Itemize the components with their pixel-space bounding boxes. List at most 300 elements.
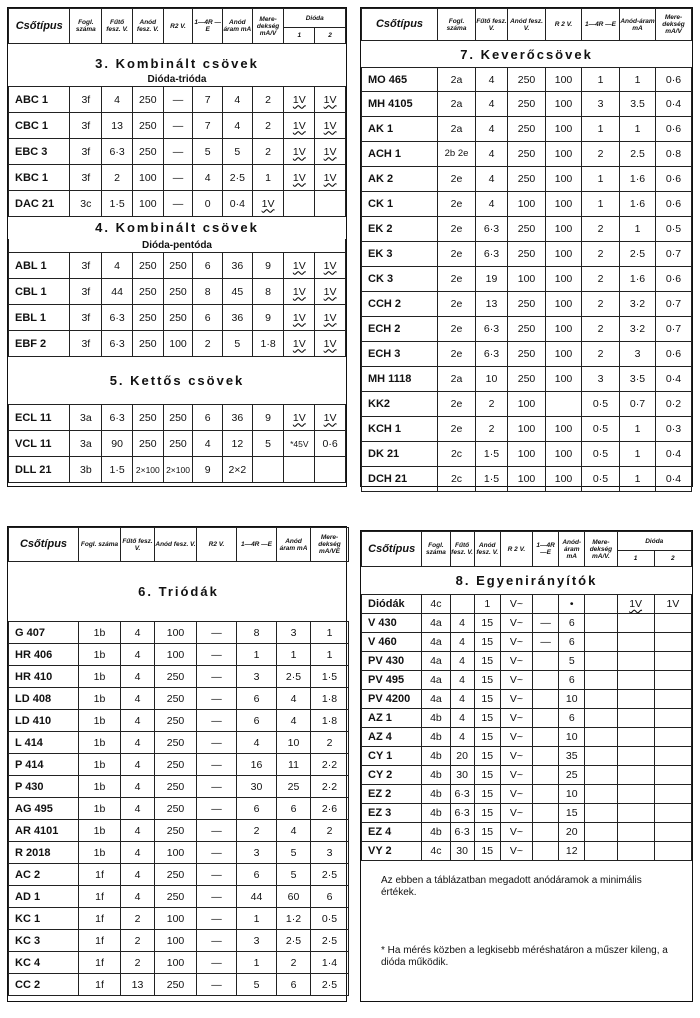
table-cell: 250 (508, 142, 546, 167)
table-cell (585, 709, 617, 728)
table-cell: 0·4 (656, 442, 692, 467)
table-row (362, 842, 692, 861)
table-cell: 15 (559, 804, 585, 823)
header-anode-current: Anód-áram mA (559, 532, 585, 567)
table-cell: 6 (237, 864, 277, 886)
table-cell: 20 (559, 823, 585, 842)
table-cell (654, 633, 691, 652)
table-cell: 6 (237, 688, 277, 710)
table-row (362, 690, 692, 709)
table-cell: 0·6 (656, 192, 692, 217)
table-row (362, 823, 692, 842)
table-cell: 0 (193, 191, 223, 217)
table-row (362, 467, 692, 492)
table-cell: — (197, 886, 237, 908)
table-cell: 1 (582, 192, 620, 217)
table-cell: 100 (508, 417, 546, 442)
table-cell: 2e (438, 392, 476, 417)
table-cell (585, 614, 617, 633)
tube-name-cell: ACH 1 (362, 142, 438, 167)
tube-name-cell: ECH 3 (362, 342, 438, 367)
table-cell: 3f (70, 279, 102, 305)
table-cell: 1V (284, 87, 315, 113)
table-cell: 5 (193, 139, 223, 165)
table-cell (617, 709, 654, 728)
table-cell: 4a (422, 614, 450, 633)
tube-name-cell: KBC 1 (9, 165, 70, 191)
table-cell: 1V (315, 113, 346, 139)
table-cell: 1 (237, 952, 277, 974)
table-cell: 1V (315, 139, 346, 165)
table-row (9, 279, 346, 305)
table-cell (533, 823, 559, 842)
table-cell: 1 (252, 165, 284, 191)
tube-name-cell: CBL 1 (9, 279, 70, 305)
table-cell: 6 (559, 709, 585, 728)
table-cell: 0·6 (656, 342, 692, 367)
table-cell: 2·5 (311, 930, 349, 952)
table-cell: 15 (474, 652, 500, 671)
table-cell: 4 (476, 117, 508, 142)
table-cell: 3 (582, 367, 620, 392)
table-cell: 1b (79, 622, 121, 644)
table-cell: 9 (193, 457, 223, 483)
table-cell: 1·6 (620, 192, 656, 217)
table-cell: 4 (121, 776, 155, 798)
table-cell: 250 (155, 776, 197, 798)
tube-name-cell: CY 2 (362, 766, 422, 785)
table-cell: 2 (311, 732, 349, 754)
table-cell: 250 (132, 331, 163, 357)
table-cell: 250 (132, 405, 163, 431)
table-row (9, 732, 349, 754)
kombinalt-table (8, 8, 346, 483)
table-cell: 1V (284, 253, 315, 279)
table-cell: 2 (582, 217, 620, 242)
table-cell: 100 (546, 367, 582, 392)
header-dioda: Dióda (617, 532, 692, 551)
table-cell: 5 (252, 431, 284, 457)
tube-name-cell: LD 408 (9, 688, 79, 710)
table-cell: 250 (163, 431, 193, 457)
header-socket: Fogl. száma (70, 9, 102, 44)
table-row (9, 710, 349, 732)
table-row (362, 117, 692, 142)
table-cell: 250 (132, 113, 163, 139)
table-cell: 250 (508, 242, 546, 267)
table-cell: 13 (121, 974, 155, 996)
table-cell: 1b (79, 732, 121, 754)
tube-name-cell: CC 2 (9, 974, 79, 996)
table-cell: 4 (450, 709, 474, 728)
table-cell: 2 (582, 142, 620, 167)
table-cell: • (559, 595, 585, 614)
table-cell: 10 (559, 690, 585, 709)
table-cell: 11 (277, 754, 311, 776)
table-cell: 250 (155, 864, 197, 886)
table-cell: 100 (508, 392, 546, 417)
table-cell: 0·6 (656, 68, 692, 92)
table-cell: 2a (438, 68, 476, 92)
table-cell: 250 (508, 367, 546, 392)
table-cell: 15 (474, 671, 500, 690)
tube-name-cell: G 407 (9, 622, 79, 644)
table-cell: 1V (284, 165, 315, 191)
table-cell: 2·5 (620, 242, 656, 267)
table-cell (546, 392, 582, 417)
tube-name-cell: ABL 1 (9, 253, 70, 279)
table-cell (533, 709, 559, 728)
table-row (362, 442, 692, 467)
table-row (9, 776, 349, 798)
table-cell: 4a (422, 690, 450, 709)
table-cell: 19 (476, 267, 508, 292)
table-cell: 250 (508, 342, 546, 367)
table-cell (533, 747, 559, 766)
table-cell (585, 690, 617, 709)
table-row (9, 457, 346, 483)
table-cell: 2a (438, 92, 476, 117)
table-cell: 0·2 (656, 392, 692, 417)
table-row (9, 622, 349, 644)
table-cell: 3a (70, 405, 102, 431)
section-title: 5. Kettős csövek (9, 357, 346, 405)
table-cell: 0·7 (656, 242, 692, 267)
table-cell: 100 (546, 267, 582, 292)
header-grid: 1—4R —E (533, 532, 559, 567)
table-cell: 4 (121, 732, 155, 754)
table-cell (617, 766, 654, 785)
table-cell (617, 614, 654, 633)
table-cell: 60 (277, 886, 311, 908)
table-cell: 1f (79, 886, 121, 908)
table-cell (585, 633, 617, 652)
table-cell: 0·7 (656, 317, 692, 342)
table-cell: 2 (121, 908, 155, 930)
table-cell: 7 (193, 87, 223, 113)
tube-name-cell: DAC 21 (9, 191, 70, 217)
header-dioda-2: 2 (315, 28, 346, 44)
table-cell (585, 842, 617, 861)
table-panel-kombinalt (7, 7, 347, 487)
table-cell (585, 766, 617, 785)
table-cell: 2 (252, 113, 284, 139)
table-cell: — (197, 798, 237, 820)
table-cell (585, 652, 617, 671)
table-cell: 250 (163, 279, 193, 305)
table-cell: 1b (79, 820, 121, 842)
table-cell: 2e (438, 292, 476, 317)
table-cell: 2e (438, 342, 476, 367)
table-cell (617, 633, 654, 652)
table-cell: 1 (237, 908, 277, 930)
table-cell: 0·6 (315, 431, 346, 457)
header-heater: Fűtő fesz. V. (121, 528, 155, 562)
table-cell: 250 (508, 117, 546, 142)
table-cell: 1V (284, 331, 315, 357)
table-cell: 3c (70, 191, 102, 217)
table-cell: 4 (476, 142, 508, 167)
table-row (362, 709, 692, 728)
table-cell: — (163, 191, 193, 217)
table-cell (533, 728, 559, 747)
table-cell: V~ (500, 671, 532, 690)
egyeniranyitok-table (361, 531, 692, 861)
table-cell: 1 (582, 167, 620, 192)
table-cell: 1 (277, 644, 311, 666)
table-cell (654, 823, 691, 842)
table-cell: 5 (277, 864, 311, 886)
table-cell: 0·3 (656, 417, 692, 442)
table-cell: 4a (422, 652, 450, 671)
table-row (362, 785, 692, 804)
tube-name-cell: KCH 1 (362, 417, 438, 442)
table-cell: 1V (315, 253, 346, 279)
table-cell: 3 (582, 92, 620, 117)
table-cell: 100 (546, 467, 582, 492)
table-cell: 4a (422, 671, 450, 690)
tube-name-cell: AC 2 (9, 864, 79, 886)
table-cell: 6·3 (102, 331, 133, 357)
table-row (9, 864, 349, 886)
tube-name-cell: PV 495 (362, 671, 422, 690)
table-cell: 100 (155, 622, 197, 644)
table-cell: 3·2 (620, 317, 656, 342)
table-cell: 1V (284, 279, 315, 305)
table-row (9, 165, 346, 191)
table-cell: 5 (223, 139, 253, 165)
table-cell: 7 (193, 113, 223, 139)
table-cell: 100 (132, 165, 163, 191)
table-cell: 15 (474, 785, 500, 804)
header-r2: R2 V. (163, 9, 193, 44)
table-cell: 10 (559, 728, 585, 747)
triodak-table (8, 527, 349, 996)
tube-name-cell: CCH 2 (362, 292, 438, 317)
table-cell (617, 652, 654, 671)
table-panel-keverocsovek (360, 7, 693, 487)
section-subtitle: Dióda-pentóda (9, 239, 346, 253)
table-cell: 100 (546, 142, 582, 167)
table-cell: 0·5 (311, 908, 349, 930)
table-cell: 2·5 (311, 864, 349, 886)
table-cell: 30 (237, 776, 277, 798)
table-cell: 35 (559, 747, 585, 766)
table-cell: 10 (277, 732, 311, 754)
section-title: 8. Egyenirányítók (362, 567, 692, 595)
table-cell: 4 (121, 710, 155, 732)
table-cell: 4 (121, 622, 155, 644)
table-cell: 2×2 (223, 457, 253, 483)
table-row (362, 192, 692, 217)
header-socket: Fogl. száma (438, 9, 476, 41)
table-cell: 2 (582, 342, 620, 367)
tube-name-cell: ECH 2 (362, 317, 438, 342)
table-cell: 36 (223, 253, 253, 279)
table-cell: 3 (237, 666, 277, 688)
table-cell: 3·5 (620, 367, 656, 392)
table-cell: 0·5 (582, 467, 620, 492)
tube-name-cell: KC 3 (9, 930, 79, 952)
table-cell (617, 823, 654, 842)
table-cell: 1·5 (102, 191, 133, 217)
table-cell: 15 (474, 633, 500, 652)
header-r2: R 2 V. (546, 9, 582, 41)
table-cell: 4b (422, 728, 450, 747)
table-cell (654, 614, 691, 633)
table-row (362, 671, 692, 690)
table-cell: 2 (476, 417, 508, 442)
table-cell: 2·2 (311, 754, 349, 776)
table-cell: 3f (70, 331, 102, 357)
table-cell: 4 (476, 68, 508, 92)
tube-name-cell: MH 4105 (362, 92, 438, 117)
table-cell: 100 (508, 192, 546, 217)
table-cell: V~ (500, 766, 532, 785)
table-cell (315, 191, 346, 217)
table-cell: 250 (155, 974, 197, 996)
table-cell (654, 709, 691, 728)
table-cell: 250 (508, 317, 546, 342)
table-cell: 1 (311, 644, 349, 666)
table-cell: 0·6 (656, 117, 692, 142)
table-cell: 2 (582, 242, 620, 267)
header-dioda-2: 2 (654, 551, 691, 567)
table-row (9, 688, 349, 710)
table-row (362, 292, 692, 317)
table-cell: 2c (438, 467, 476, 492)
table-cell: 6 (193, 253, 223, 279)
table-cell (654, 652, 691, 671)
table-cell: — (163, 113, 193, 139)
table-cell: 0·5 (582, 442, 620, 467)
table-cell: 2e (438, 267, 476, 292)
tube-name-cell: AR 4101 (9, 820, 79, 842)
table-cell: 250 (132, 253, 163, 279)
table-cell: 25 (559, 766, 585, 785)
table-cell: 1f (79, 930, 121, 952)
table-cell: 100 (132, 191, 163, 217)
table-cell: 100 (546, 417, 582, 442)
table-cell: 6·3 (450, 785, 474, 804)
table-cell: — (197, 908, 237, 930)
table-cell: 2 (237, 820, 277, 842)
table-cell: 1b (79, 754, 121, 776)
table-cell: — (197, 688, 237, 710)
header-dioda: Dióda (284, 9, 346, 28)
table-cell: V~ (500, 614, 532, 633)
header-anode-current: Anód-áram mA (620, 9, 656, 41)
table-cell: 4 (476, 192, 508, 217)
table-cell (533, 652, 559, 671)
table-cell (585, 823, 617, 842)
table-cell: 2e (438, 192, 476, 217)
table-cell: 4 (476, 167, 508, 192)
table-cell: 250 (163, 405, 193, 431)
table-cell: 1 (582, 68, 620, 92)
table-cell: 6·3 (450, 804, 474, 823)
section-title: 6. Triódák (9, 562, 349, 622)
table-cell: 15 (474, 728, 500, 747)
tube-name-cell: AK 2 (362, 167, 438, 192)
table-cell (252, 457, 284, 483)
table-cell: 1·8 (252, 331, 284, 357)
table-cell (654, 804, 691, 823)
tube-name-cell: HR 410 (9, 666, 79, 688)
table-row (362, 68, 692, 92)
tube-name-cell: VY 2 (362, 842, 422, 861)
table-cell: 250 (132, 431, 163, 457)
table-cell (533, 690, 559, 709)
tube-name-cell: P 414 (9, 754, 79, 776)
table-row (362, 595, 692, 614)
table-cell: 1 (474, 595, 500, 614)
table-cell: V~ (500, 823, 532, 842)
table-cell: 100 (508, 267, 546, 292)
header-tube-type: Csőtípus (362, 532, 422, 567)
table-cell: 1f (79, 952, 121, 974)
note-min-values: Az ebben a táblázatban megadott anódáramok a minimális értékek. (381, 875, 642, 898)
table-cell (654, 747, 691, 766)
table-cell: 2e (438, 167, 476, 192)
table-cell: 2·5 (277, 930, 311, 952)
table-cell: 1V (315, 87, 346, 113)
table-cell: 4b (422, 766, 450, 785)
table-cell: 3 (237, 930, 277, 952)
table-cell: 2 (121, 952, 155, 974)
table-cell: 30 (450, 766, 474, 785)
table-row (9, 908, 349, 930)
table-cell: 250 (132, 279, 163, 305)
table-cell: 4 (102, 87, 133, 113)
table-cell: 100 (155, 842, 197, 864)
keverocsovek-table (361, 8, 692, 492)
table-row (362, 614, 692, 633)
table-cell: 5 (237, 974, 277, 996)
table-cell: 6 (193, 305, 223, 331)
table-row (362, 267, 692, 292)
table-cell: 1V (252, 191, 284, 217)
table-cell: 3f (70, 139, 102, 165)
table-cell: 2 (121, 930, 155, 952)
table-cell: — (197, 930, 237, 952)
table-cell: 6·3 (450, 823, 474, 842)
table-cell: 3f (70, 165, 102, 191)
tube-name-cell: EBL 1 (9, 305, 70, 331)
table-cell (617, 728, 654, 747)
table-row (362, 392, 692, 417)
table-cell (617, 785, 654, 804)
table-cell: 2 (476, 392, 508, 417)
table-cell (585, 595, 617, 614)
table-cell: 1b (79, 666, 121, 688)
table-cell: 3f (70, 253, 102, 279)
table-cell: 1V (315, 305, 346, 331)
table-cell (654, 690, 691, 709)
table-cell: 36 (223, 305, 253, 331)
table-cell: 1f (79, 908, 121, 930)
header-heater: Fűtő fesz. V. (476, 9, 508, 41)
tube-name-cell: CY 1 (362, 747, 422, 766)
header-dioda-1: 1 (617, 551, 654, 567)
table-cell: 1V (315, 405, 346, 431)
table-cell: 2·2 (311, 776, 349, 798)
header-anode-voltage: Anód fesz. V. (155, 528, 197, 562)
table-cell: 13 (102, 113, 133, 139)
table-cell: 100 (546, 192, 582, 217)
table-cell: 12 (223, 431, 253, 457)
table-cell: 1V (284, 305, 315, 331)
